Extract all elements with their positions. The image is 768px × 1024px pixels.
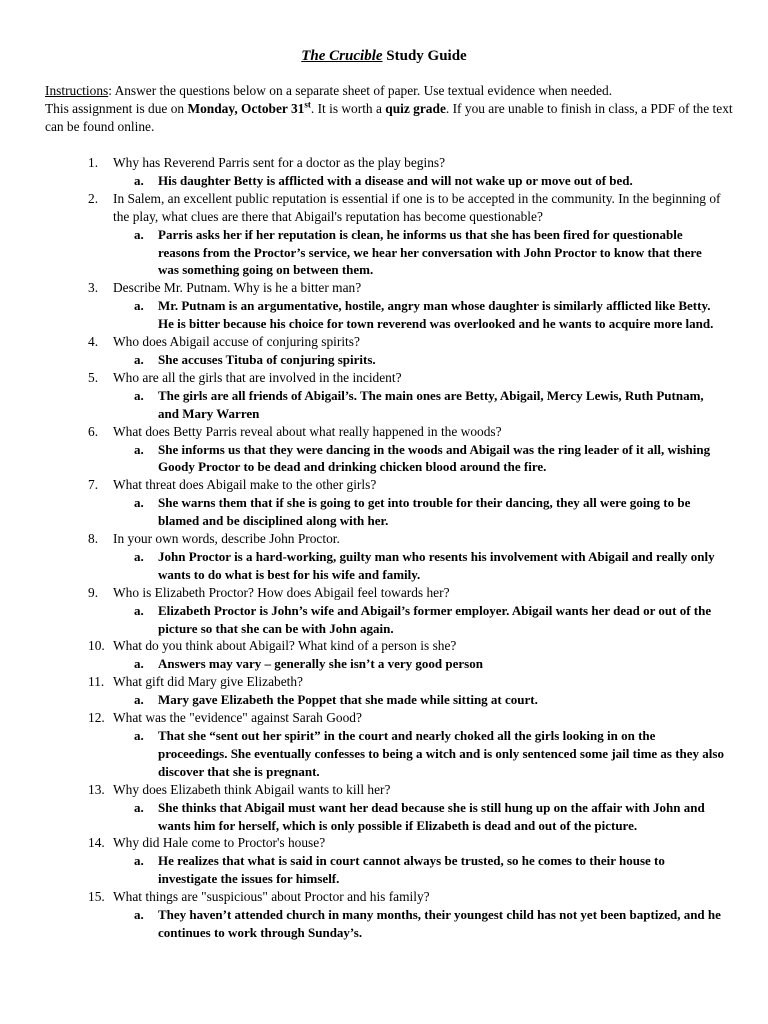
question-row: [0, 369, 723, 387]
list-item: [0, 333, 768, 369]
answer-text: She warns them that if she is going to get into trouble for their dancing, they all were going to be blamed and be disciplined along with her.: [158, 495, 691, 529]
answer-row: [0, 297, 724, 333]
question-row: [0, 673, 723, 691]
question-row: [0, 190, 723, 226]
question-row: [0, 888, 723, 906]
question-number: 8.: [88, 531, 99, 547]
list-item: [0, 369, 768, 423]
due-date-text: Monday, October 31: [187, 101, 305, 116]
title-rest: Study Guide: [382, 48, 467, 64]
question-text: Why does Elizabeth think Abigail wants to kill her?: [113, 781, 391, 797]
list-item: [0, 673, 768, 709]
answer-letter: a.: [134, 692, 144, 708]
answer-text: Elizabeth Proctor is John’s wife and Abigail’s former employer. Abigail wants her dead or out of the picture so that she can be with John again.: [158, 602, 712, 636]
answer-text: She accuses Tituba of conjuring spirits.: [158, 351, 376, 367]
answer-letter: a.: [134, 656, 144, 672]
title-italic: The Crucible: [301, 48, 383, 64]
answer-letter: a.: [134, 728, 144, 743]
answer-text: Answers may vary – generally she isn’t a very good person: [158, 656, 483, 672]
quiz-grade: quiz grade: [385, 101, 446, 116]
question-text: Why has Reverend Parris sent for a doctor as the play begins?: [113, 155, 446, 170]
answer-row: [0, 548, 724, 584]
question-number: 5.: [88, 369, 99, 385]
answer-text: She thinks that Abigail must want her dead because she is still hung up on the affair with John and wants him for herself, which is only possible if Elizabeth is dead and out of the picture.: [158, 799, 705, 833]
question-text: What does Betty Parris reveal about what really happened in the woods?: [113, 423, 502, 439]
question-text: What do you think about Abigail? What kind of a person is she?: [113, 638, 457, 654]
question-number: 4.: [88, 334, 99, 350]
answer-row: [0, 226, 724, 280]
answer-text: He realizes that what is said in court cannot always be trusted, so he comes to their house to investigate the issues for himself.: [158, 853, 665, 887]
answer-letter: a.: [134, 495, 144, 511]
answer-letter: a.: [134, 799, 144, 815]
answer-row: [0, 691, 724, 709]
question-text: In your own words, describe John Proctor.: [113, 531, 340, 547]
answer-text: His daughter Betty is afflicted with a disease and will not wake up or move out of bed.: [158, 172, 633, 188]
answer-row: [0, 387, 724, 423]
question-text: Who does Abigail accuse of conjuring spirits?: [113, 334, 360, 350]
answer-row: [0, 799, 724, 835]
answer-row: [0, 441, 724, 477]
list-item: [0, 709, 768, 781]
instructions-label: Instructions: [45, 83, 109, 98]
list-item: [0, 781, 768, 835]
answer-row: [0, 602, 724, 638]
list-item: [0, 154, 768, 190]
question-row: [0, 279, 723, 297]
question-number: 15.: [88, 889, 105, 905]
answer-text: Parris asks her if her reputation is clean, he informs us that she has been fired for questionable reasons from the Proctor’s service, we hear her conversation with John Proctor to know that there was something going on between them.: [158, 226, 702, 278]
question-row: [0, 530, 723, 548]
question-row: [0, 637, 723, 655]
answer-text: They haven’t attended church in many months, their youngest child has not yet been baptized, and he continues to work through Sunday’s.: [158, 907, 721, 940]
question-number: 13.: [88, 781, 105, 797]
question-text: What was the "evidence" against Sarah Good?: [113, 710, 362, 726]
instructions-text-2: This assignment is due on: [45, 101, 188, 116]
question-number: 7.: [88, 477, 99, 493]
answer-text: She informs us that they were dancing in the woods and Abigail was the ring leader of it all, wishing Goody Proctor to be dead and drinking chicken blood around the fire.: [158, 441, 711, 475]
question-number: 3.: [88, 280, 99, 296]
list-item: [0, 530, 768, 584]
instructions: [45, 82, 735, 136]
question-number: 2.: [88, 190, 99, 206]
page-title: [0, 47, 768, 65]
instructions-text-4: . If you are unable to finish in class, a PDF of the text can be found online.: [45, 101, 733, 134]
due-date: [187, 101, 310, 116]
answer-row: [0, 727, 724, 781]
question-text: In Salem, an excellent public reputation is essential if one is to be accepted in the community. In the beginning of the play, what clues are there that Abigail's reputation has become questionable?: [113, 190, 721, 224]
question-row: [0, 709, 723, 727]
answer-letter: a.: [134, 441, 144, 457]
answer-text: The girls are all friends of Abigail’s. The main ones are Betty, Abigail, Mercy Lewis, Ruth Putnam, and Mary Warren: [158, 387, 704, 421]
answer-text: John Proctor is a hard-working, guilty man who resents his involvement with Abigail and really only wants to do what is best for his wife and family.: [158, 548, 715, 582]
answer-letter: a.: [134, 351, 144, 367]
question-text: Describe Mr. Putnam. Why is he a bitter man?: [113, 280, 362, 296]
list-item: [0, 888, 768, 942]
list-item: [0, 476, 768, 530]
due-date-suffix: st: [304, 99, 311, 110]
question-number: 6.: [88, 423, 99, 439]
answer-text: Mr. Putnam is an argumentative, hostile, angry man whose daughter is similarly afflicted like Betty. He is bitter because his choice for town reverend was overlooked and he wants to acquire more land.: [158, 298, 714, 332]
answer-row: [0, 906, 724, 942]
question-text: What gift did Mary give Elizabeth?: [113, 674, 304, 690]
question-text: What things are "suspicious" about Proctor and his family?: [113, 889, 430, 905]
answer-letter: a.: [134, 907, 144, 923]
answer-row: [0, 494, 724, 530]
answer-text: Mary gave Elizabeth the Poppet that she made while sitting at court.: [158, 692, 538, 708]
answer-row: [0, 172, 724, 190]
answer-letter: a.: [134, 298, 144, 314]
answer-letter: a.: [134, 172, 144, 188]
list-item: [0, 637, 768, 673]
question-text: What threat does Abigail make to the other girls?: [113, 477, 377, 493]
question-row: [0, 476, 723, 494]
answer-text: That she “sent out her spirit” in the court and nearly choked all the girls looking in on the proceedings. She eventually confesses to being a witch and is only sentenced some jail time as they also discover that she is pregnant.: [158, 728, 724, 779]
question-number: 14.: [88, 835, 105, 851]
list-item: [0, 423, 768, 477]
answer-letter: a.: [134, 602, 144, 618]
question-number: 12.: [88, 710, 105, 726]
question-row: [0, 333, 723, 351]
question-text: Why did Hale come to Proctor's house?: [113, 835, 326, 851]
question-number: 1.: [88, 155, 99, 170]
question-number: 11.: [88, 674, 105, 690]
instructions-text-1: : Answer the questions below on a separate sheet of paper. Use textual evidence when needed.: [108, 83, 613, 98]
question-number: 9.: [88, 584, 99, 600]
list-item: [0, 584, 768, 638]
question-row: [0, 834, 723, 852]
question-text: Who is Elizabeth Proctor? How does Abigail feel towards her?: [113, 584, 450, 600]
list-item: [0, 279, 768, 333]
list-item: [0, 834, 768, 888]
question-row: [0, 154, 723, 172]
answer-letter: a.: [134, 548, 144, 564]
answer-row: [0, 351, 724, 369]
question-row: [0, 584, 723, 602]
answer-row: [0, 655, 724, 673]
question-row: [0, 423, 723, 441]
question-row: [0, 781, 723, 799]
answer-row: [0, 852, 724, 888]
list-item: [0, 190, 768, 280]
answer-letter: a.: [134, 387, 144, 403]
question-list: [0, 154, 768, 942]
question-number: 10.: [88, 638, 105, 654]
question-text: Who are all the girls that are involved in the incident?: [113, 369, 402, 385]
answer-letter: a.: [134, 853, 144, 869]
instructions-text-3: . It is worth a: [310, 101, 386, 116]
answer-letter: a.: [134, 226, 144, 242]
